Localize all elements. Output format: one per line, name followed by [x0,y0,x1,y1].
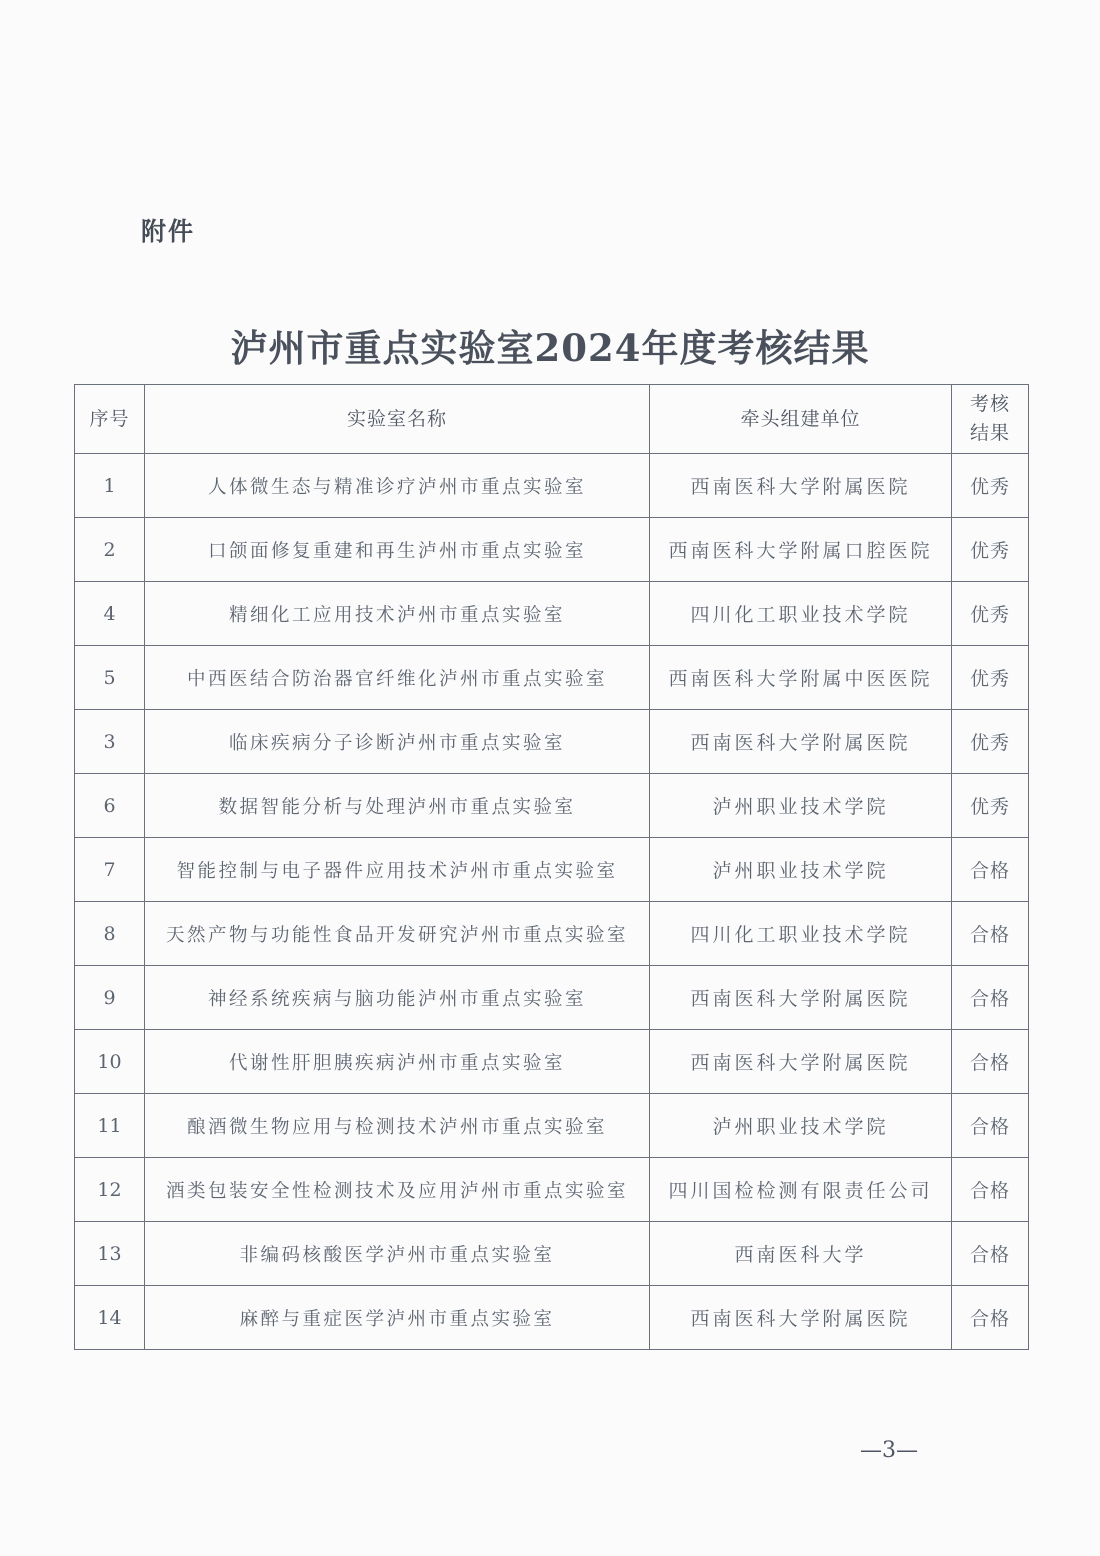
row-lead-unit: 西南医科大学附属医院 [650,1286,952,1350]
assessment-results-table [74,384,1029,1350]
table-row [75,1158,1029,1222]
row-lab-name: 神经系统疾病与脑功能泸州市重点实验室 [145,966,650,1030]
table-row [75,966,1029,1030]
table-row [75,454,1029,518]
table-row [75,1030,1029,1094]
row-lab-name: 精细化工应用技术泸州市重点实验室 [145,582,650,646]
row-serial-number: 6 [75,774,145,838]
row-serial-number: 4 [75,582,145,646]
table-row [75,518,1029,582]
table-row [75,646,1029,710]
row-result: 合格 [952,838,1029,902]
row-lead-unit: 西南医科大学附属医院 [650,1030,952,1094]
row-serial-number: 1 [75,454,145,518]
row-lab-name: 酿酒微生物应用与检测技术泸州市重点实验室 [145,1094,650,1158]
table-row [75,902,1029,966]
row-result: 合格 [952,1094,1029,1158]
row-lead-unit: 四川化工职业技术学院 [650,902,952,966]
row-lead-unit: 四川化工职业技术学院 [650,582,952,646]
table-row [75,838,1029,902]
row-serial-number: 3 [75,710,145,774]
row-result: 优秀 [952,710,1029,774]
row-result: 合格 [952,902,1029,966]
row-lab-name: 麻醉与重症医学泸州市重点实验室 [145,1286,650,1350]
table-row [75,582,1029,646]
row-serial-number: 14 [75,1286,145,1350]
row-result: 合格 [952,1030,1029,1094]
row-result: 合格 [952,966,1029,1030]
row-serial-number: 12 [75,1158,145,1222]
table-row [75,710,1029,774]
row-serial-number: 7 [75,838,145,902]
row-serial-number: 5 [75,646,145,710]
table-header-row [75,385,1029,454]
row-lab-name: 人体微生态与精准诊疗泸州市重点实验室 [145,454,650,518]
row-lab-name: 酒类包装安全性检测技术及应用泸州市重点实验室 [145,1158,650,1222]
row-lead-unit: 泸州职业技术学院 [650,774,952,838]
row-serial-number: 2 [75,518,145,582]
table-row [75,1094,1029,1158]
row-serial-number: 9 [75,966,145,1030]
row-lead-unit: 西南医科大学附属中医医院 [650,646,952,710]
row-lab-name: 临床疾病分子诊断泸州市重点实验室 [145,710,650,774]
row-result: 合格 [952,1222,1029,1286]
row-lead-unit: 泸州职业技术学院 [650,1094,952,1158]
row-result: 优秀 [952,582,1029,646]
row-lab-name: 非编码核酸医学泸州市重点实验室 [145,1222,650,1286]
row-result: 合格 [952,1286,1029,1350]
header-lab-name: 实验室名称 [145,385,650,454]
row-lead-unit: 泸州职业技术学院 [650,838,952,902]
header-lead-unit: 牵头组建单位 [650,385,952,454]
row-lead-unit: 西南医科大学附属医院 [650,966,952,1030]
header-serial-number: 序号 [75,385,145,454]
row-lead-unit: 西南医科大学附属医院 [650,710,952,774]
row-serial-number: 13 [75,1222,145,1286]
row-lead-unit: 西南医科大学 [650,1222,952,1286]
row-serial-number: 11 [75,1094,145,1158]
header-result-line2: 结果 [969,422,1010,444]
row-result: 合格 [952,1158,1029,1222]
attachment-label: 附件 [141,217,196,246]
table-row [75,774,1029,838]
row-lab-name: 代谢性肝胆胰疾病泸州市重点实验室 [145,1030,650,1094]
row-lead-unit: 西南医科大学附属医院 [650,454,952,518]
row-serial-number: 10 [75,1030,145,1094]
header-result [952,385,1029,454]
row-lab-name: 中西医结合防治器官纤维化泸州市重点实验室 [145,646,650,710]
page-title: 泸州市重点实验室2024年度考核结果 [230,326,870,370]
row-result: 优秀 [952,774,1029,838]
row-lab-name: 天然产物与功能性食品开发研究泸州市重点实验室 [145,902,650,966]
row-lab-name: 智能控制与电子器件应用技术泸州市重点实验室 [145,838,650,902]
table-row [75,1222,1029,1286]
row-lab-name: 数据智能分析与处理泸州市重点实验室 [145,774,650,838]
row-serial-number: 8 [75,902,145,966]
row-lab-name: 口颌面修复重建和再生泸州市重点实验室 [145,518,650,582]
row-result: 优秀 [952,646,1029,710]
row-lead-unit: 四川国检检测有限责任公司 [650,1158,952,1222]
header-result-line1: 考核 [969,393,1010,415]
row-result: 优秀 [952,454,1029,518]
row-result: 优秀 [952,518,1029,582]
row-lead-unit: 西南医科大学附属口腔医院 [650,518,952,582]
table-row [75,1286,1029,1350]
page-number: —3— [860,1438,918,1463]
